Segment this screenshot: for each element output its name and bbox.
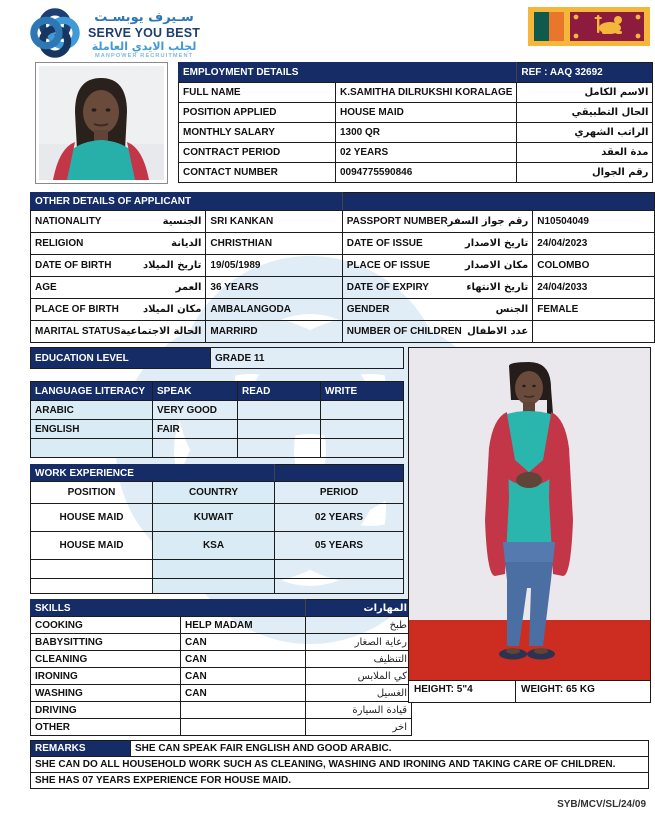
field-value: 36 YEARS: [206, 277, 342, 299]
field-label: [31, 321, 206, 343]
table-row: [31, 651, 412, 668]
skill-label: DRIVING: [31, 702, 181, 719]
table-row: [31, 193, 655, 211]
field-arabic-label: الاسم الكامل: [517, 83, 653, 103]
field-value: N10504049: [533, 211, 655, 233]
field-value: CHRISTHIAN: [206, 233, 342, 255]
experience-period: 05 YEARS: [275, 532, 404, 560]
skills-section-title-arabic: المهارات: [306, 600, 412, 617]
table-row: [31, 233, 655, 255]
applicant-fullbody-photo-box: [408, 347, 651, 703]
field-label: [342, 211, 532, 233]
table-row: [31, 255, 655, 277]
experience-period: [275, 579, 404, 594]
field-value: FEMALE: [533, 299, 655, 321]
field-label: [31, 277, 206, 299]
employment-section-title: EMPLOYMENT DETAILS: [179, 63, 517, 83]
table-row: [31, 617, 412, 634]
column-header: SPEAK: [153, 382, 238, 401]
field-label-en: DATE OF EXPIRY: [346, 282, 429, 293]
field-label: [342, 277, 532, 299]
table-row: [31, 532, 404, 560]
field-label-ar: العمر: [175, 282, 202, 293]
table-row: [31, 668, 412, 685]
skill-value: HELP MADAM: [181, 617, 306, 634]
sri-lanka-flag-icon: [528, 7, 650, 51]
skill-arabic-label: الغسيل: [306, 685, 412, 702]
column-header: LANGUAGE LITERACY: [31, 382, 153, 401]
skill-value: CAN: [181, 634, 306, 651]
experience-country: KUWAIT: [153, 504, 275, 532]
field-value: 1300 QR: [336, 123, 517, 143]
field-value: 24/04/2023: [533, 233, 655, 255]
field-label-en: PASSPORT NUMBER: [346, 216, 448, 227]
field-label: [31, 299, 206, 321]
field-label-ar: عدد الاطفال: [467, 326, 529, 337]
physical-attributes-row: [409, 680, 650, 702]
field-value: 02 YEARS: [336, 143, 517, 163]
education-level-table: [30, 347, 404, 369]
table-row: [31, 757, 649, 773]
field-label: MONTHLY SALARY: [179, 123, 336, 143]
skill-value: [181, 719, 306, 736]
field-value: COLOMBO: [533, 255, 655, 277]
table-row: [31, 299, 655, 321]
field-label-en: PLACE OF BIRTH: [35, 304, 119, 315]
height-value: HEIGHT: 5"4: [409, 681, 516, 702]
speak-level: FAIR: [153, 420, 238, 439]
skill-arabic-label: كي الملابس: [306, 668, 412, 685]
field-label-en: PLACE OF ISSUE: [346, 260, 431, 271]
skills-table: [30, 599, 412, 736]
work-experience-section-title: WORK EXPERIENCE: [31, 465, 275, 482]
field-label-ar: مكان الميلاد: [142, 304, 202, 315]
table-row: [31, 560, 404, 579]
column-header: POSITION: [31, 482, 153, 504]
table-row: [31, 773, 649, 789]
table-row: [31, 277, 655, 299]
remarks-table: [30, 740, 649, 789]
field-value: 19/05/1989: [206, 255, 342, 277]
table-row: [179, 123, 653, 143]
table-row: [31, 600, 412, 617]
field-label: POSITION APPLIED: [179, 103, 336, 123]
field-label-en: AGE: [35, 282, 57, 293]
field-label-ar: الجنسية: [162, 216, 202, 227]
brand-arabic-name: سـيرف يوبسـت: [94, 10, 194, 26]
field-label-ar: تاريخ الميلاد: [143, 260, 202, 271]
speak-level: [153, 439, 238, 458]
skill-label: OTHER: [31, 719, 181, 736]
skill-label: WASHING: [31, 685, 181, 702]
table-row: [31, 741, 649, 757]
field-value: AMBALANGODA: [206, 299, 342, 321]
experience-country: KSA: [153, 532, 275, 560]
table-row: [179, 63, 653, 83]
field-label-ar: الجنس: [495, 304, 529, 315]
table-row: [31, 579, 404, 594]
skill-value: CAN: [181, 651, 306, 668]
field-value: 24/04/2033: [533, 277, 655, 299]
speak-level: VERY GOOD: [153, 401, 238, 420]
column-header: COUNTRY: [153, 482, 275, 504]
remarks-line: SHE CAN SPEAK FAIR ENGLISH AND GOOD ARABIC.: [131, 741, 649, 757]
skill-arabic-label: رعاية الصغار: [306, 634, 412, 651]
field-label-en: DATE OF BIRTH: [35, 260, 112, 271]
field-value: HOUSE MAID: [336, 103, 517, 123]
other-details-table: [30, 192, 655, 343]
field-label-en: GENDER: [346, 304, 390, 315]
brand-arabic-tagline: لجلب الايدي العاملة: [91, 39, 197, 53]
write-level: [321, 420, 404, 439]
experience-position: [31, 560, 153, 579]
table-row: [31, 504, 404, 532]
field-value: SRI KANKAN: [206, 211, 342, 233]
skill-arabic-label: التنظيف: [306, 651, 412, 668]
write-level: [321, 439, 404, 458]
other-details-title-spacer: [342, 193, 654, 211]
skill-label: BABYSITTING: [31, 634, 181, 651]
table-row: [31, 719, 412, 736]
skills-section-title: SKILLS: [31, 600, 306, 617]
applicant-headshot-photo: [35, 62, 168, 184]
field-label: CONTACT NUMBER: [179, 163, 336, 183]
read-level: [238, 401, 321, 420]
field-arabic-label: الحال التطبيقي: [517, 103, 653, 123]
company-logo-knot-icon: [28, 6, 82, 65]
skill-label: IRONING: [31, 668, 181, 685]
experience-period: 02 YEARS: [275, 504, 404, 532]
field-arabic-label: الراتب الشهري: [517, 123, 653, 143]
column-header: PERIOD: [275, 482, 404, 504]
field-label: [31, 255, 206, 277]
experience-period: [275, 560, 404, 579]
brand-english-name: SERVE YOU BEST: [88, 26, 201, 41]
education-level-label: EDUCATION LEVEL: [31, 348, 211, 369]
field-label-ar: تاريخ الاصدار: [465, 238, 529, 249]
experience-country: [153, 579, 275, 594]
table-row: [31, 634, 412, 651]
table-row: [31, 348, 404, 369]
table-row: [31, 482, 404, 504]
table-row: [31, 321, 655, 343]
document-reference-code: SYB/MCV/SL/24/09: [557, 799, 646, 810]
field-label-en: DATE OF ISSUE: [346, 238, 423, 249]
field-label: [31, 233, 206, 255]
table-row: [179, 143, 653, 163]
skill-label: CLEANING: [31, 651, 181, 668]
field-arabic-label: مدة العقد: [517, 143, 653, 163]
field-label: FULL NAME: [179, 83, 336, 103]
table-row: [31, 211, 655, 233]
company-brand-header: [28, 6, 200, 65]
field-label-ar: تاريخ الانتهاء: [466, 282, 529, 293]
table-row: [179, 83, 653, 103]
experience-position: HOUSE MAID: [31, 532, 153, 560]
table-row: [179, 103, 653, 123]
field-label-ar: الحالة الاجتماعية: [120, 326, 202, 337]
field-label: [342, 299, 532, 321]
language-name: [31, 439, 153, 458]
read-level: [238, 420, 321, 439]
applicant-fullbody-photo: [409, 348, 650, 680]
skill-value: [181, 702, 306, 719]
employment-details-table: [178, 62, 653, 183]
table-row: [179, 163, 653, 183]
table-row: [31, 420, 404, 439]
remarks-line: SHE CAN DO ALL HOUSEHOLD WORK SUCH AS CLEANING, WASHING AND IRONING AND TAKING CARE OF CHILDREN.: [31, 757, 649, 773]
experience-country: [153, 560, 275, 579]
field-label-ar: رقم جواز السفر: [447, 216, 529, 227]
field-label: [342, 255, 532, 277]
table-row: [31, 465, 404, 482]
field-value: [533, 321, 655, 343]
column-header: READ: [238, 382, 321, 401]
skill-arabic-label: طبخ: [306, 617, 412, 634]
field-label: [342, 321, 532, 343]
weight-value: WEIGHT: 65 KG: [521, 684, 595, 695]
skill-value: CAN: [181, 685, 306, 702]
field-label: CONTRACT PERIOD: [179, 143, 336, 163]
table-row: [31, 439, 404, 458]
field-label: [342, 233, 532, 255]
field-value: MARRIRD: [206, 321, 342, 343]
field-label: [31, 211, 206, 233]
field-value: 0094775590846: [336, 163, 517, 183]
column-header: WRITE: [321, 382, 404, 401]
experience-position: HOUSE MAID: [31, 504, 153, 532]
remarks-section-title: REMARKS: [31, 741, 131, 757]
skill-arabic-label: قيادة السيارة: [306, 702, 412, 719]
skill-arabic-label: اخر: [306, 719, 412, 736]
table-row: [31, 401, 404, 420]
field-label-en: RELIGION: [35, 238, 84, 249]
brand-english-tagline: MANPOWER RECRUITMENT: [94, 53, 194, 60]
field-label-ar: مكان الاصدار: [464, 260, 529, 271]
language-name: ARABIC: [31, 401, 153, 420]
experience-position: [31, 579, 153, 594]
language-name: ENGLISH: [31, 420, 153, 439]
work-experience-table: [30, 464, 404, 594]
remarks-line: SHE HAS 07 YEARS EXPERIENCE FOR HOUSE MAID.: [31, 773, 649, 789]
table-row: [31, 382, 404, 401]
work-experience-title-spacer: [275, 465, 404, 482]
field-label-ar: الديانة: [171, 238, 202, 249]
skill-value: CAN: [181, 668, 306, 685]
read-level: [238, 439, 321, 458]
education-level-value: GRADE 11: [211, 348, 404, 369]
field-value: K.SAMITHA DILRUKSHI KORALAGE: [336, 83, 517, 103]
table-row: [31, 702, 412, 719]
field-arabic-label: رقم الجوال: [517, 163, 653, 183]
field-label-en: MARITAL STATUS: [35, 326, 121, 337]
field-label-en: NATIONALITY: [35, 216, 102, 227]
write-level: [321, 401, 404, 420]
other-details-section-title: OTHER DETAILS OF APPLICANT: [31, 193, 343, 211]
skill-label: COOKING: [31, 617, 181, 634]
language-literacy-table: [30, 381, 404, 458]
table-row: [31, 685, 412, 702]
field-label-en: NUMBER OF CHILDREN: [346, 326, 462, 337]
employment-ref: REF : AAQ 32692: [517, 63, 653, 83]
